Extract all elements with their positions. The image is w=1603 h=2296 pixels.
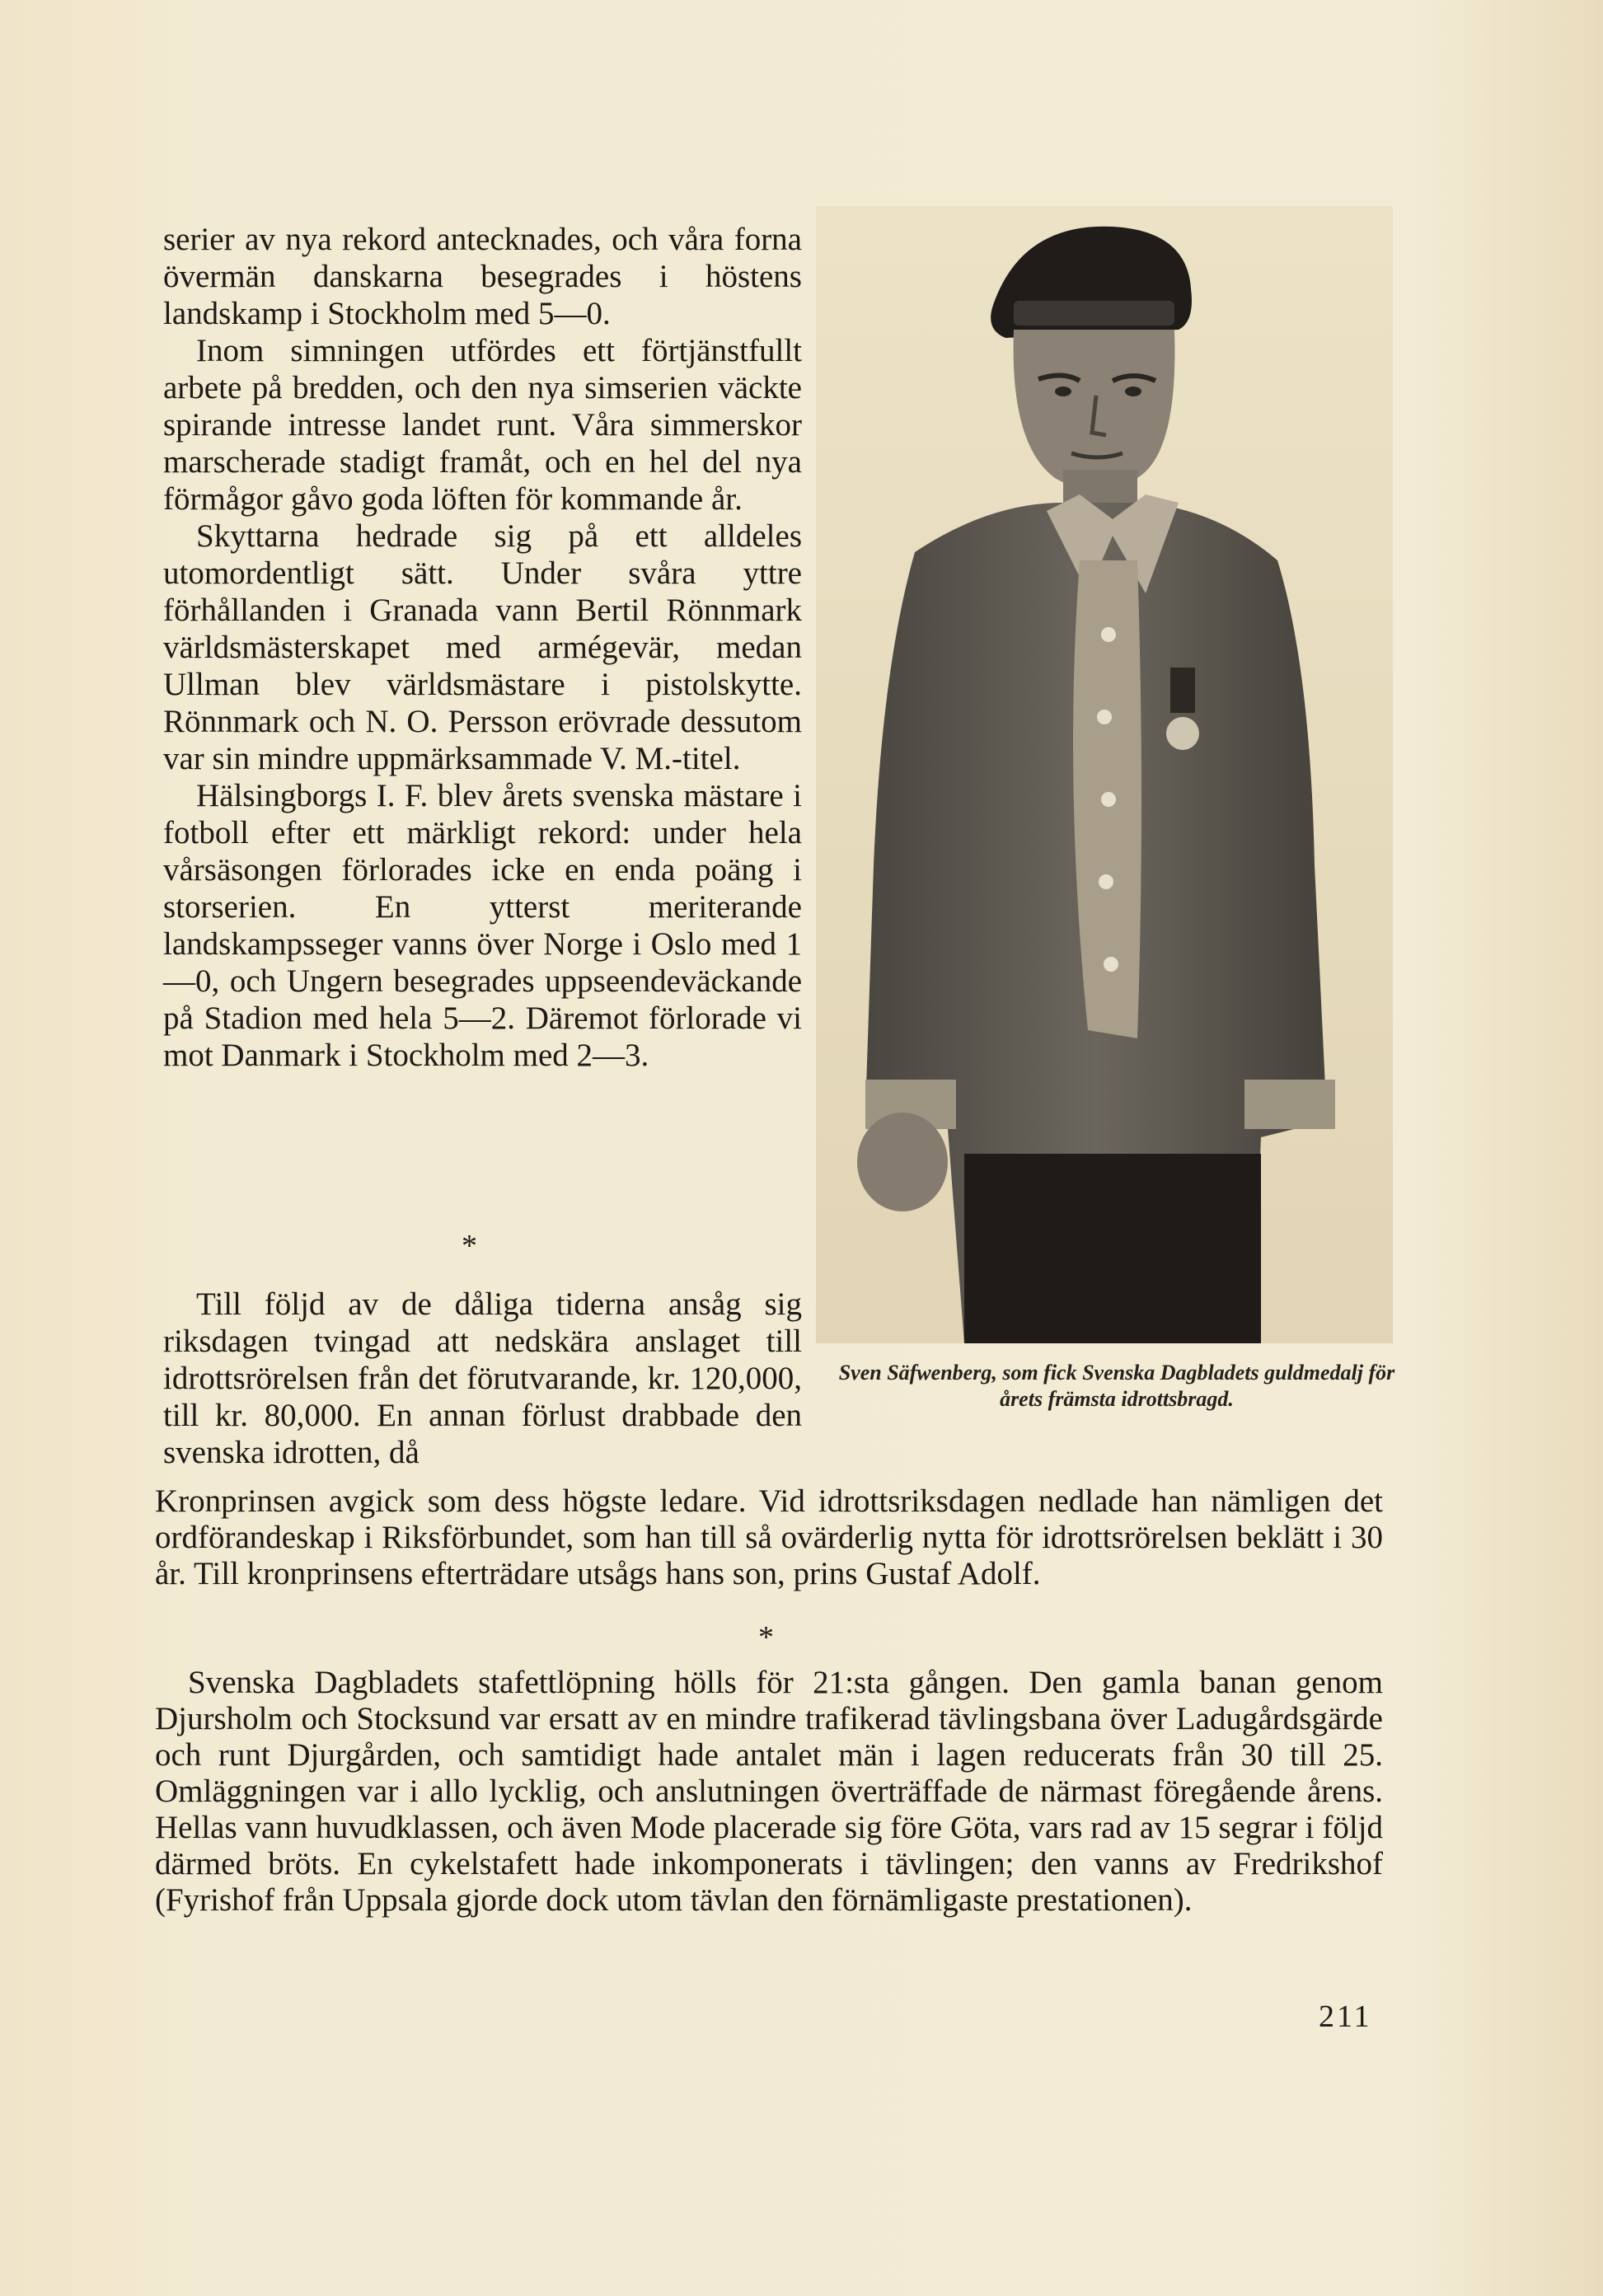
- paragraph-budget: Till följd av de dåliga tiderna ansåg sig riksdagen tvingad att nedskära anslaget till idrottsrörelsen från det förutvarande, kr. 120,000, till kr. 80,000. En annan förlust drabbade den svenska idrotten, då: [163, 1286, 802, 1470]
- paragraph-football: Hälsingborgs I. F. blev årets svenska mästare i fotboll efter ett märkligt rekord: under hela vårsäsongen förlorades icke en enda poäng i storserien. En ytterst meriterande landskampsseger vanns över Norge i Oslo med 1—0, och Ungern besegrades uppseendeväckande på Stadion med hela 5—2. Däremot förlorade vi mot Danmark i Stockholm med 2—3.: [163, 778, 802, 1073]
- paragraph-swimming: Inom simningen utfördes ett förtjänstfullt arbete på bredden, och den nya simserien väckte spirande intresse landet runt. Våra simmerskor marscherade stadigt framåt, och en hel del nya förmågor gåvo goda löften för kommande år.: [163, 333, 802, 517]
- left-column: [163, 221, 802, 1074]
- paragraph-crown-prince: Kronprinsen avgick som dess högste ledare. Vid idrottsriksdagen nedlade han nämligen det ordförandeskap i Riksförbundet, som han till så ovärderlig nytta för idrottsrörelsen beklätt i 30 år. Till kronprinsens efterträdare utsågs hans son, prins Gustaf Adolf.: [155, 1483, 1383, 1591]
- full-width-text-1: [155, 1483, 1383, 1592]
- section-separator: *: [462, 1229, 477, 1263]
- photo-caption: Sven Säfwenberg, som fick Svenska Dagbladets guldmedalj för årets främsta idrottsbragd.: [838, 1361, 1395, 1411]
- full-width-text-2: [155, 1665, 1383, 1919]
- portrait-photo: [816, 206, 1393, 1343]
- section-separator-2: *: [758, 1620, 774, 1655]
- paragraph-relay: Svenska Dagbladets stafettlöpning hölls för 21:sta gången. Den gamla banan genom Djursholm och Stocksund var ersatt av en mindre trafikerad tävlingsbana över Ladugårdsgärde och runt Djurgården, och samtidigt hade antalet män i lagen reducerats från 30 till 25. Omläggningen var i allo lycklig, och anslutningen överträffade de närmast föregående årens. Hellas vann huvudklassen, och även Mode placerade sig före Göta, vars rad av 15 segrar i följd därmed bröts. En cykelstafett hade inkomponerats i tävlingen; den vanns av Fredrikshof (Fyrishof från Uppsala gjorde dock utom tävlan den förnämligaste prestationen).: [155, 1665, 1383, 1918]
- paragraph-records: serier av nya rekord antecknades, och våra forna övermän danskarna besegrades i höstens landskamp i Stockholm med 5—0.: [163, 222, 802, 331]
- paragraph-shooting: Skyttarna hedrade sig på ett alldeles utomordentligt sätt. Under svåra yttre förhållanden i Granada vann Bertil Rönnmark världsmästerskapet med armégevär, medan Ullman blev världsmästare i pistolskytte. Rönnmark och N. O. Persson erövrade dessutom var sin mindre uppmärksammade V. M.-titel.: [163, 518, 802, 776]
- wrap-column: [163, 1286, 802, 1471]
- portrait-photo-icon: [816, 206, 1393, 1343]
- page-number: 211: [1319, 1999, 1372, 2034]
